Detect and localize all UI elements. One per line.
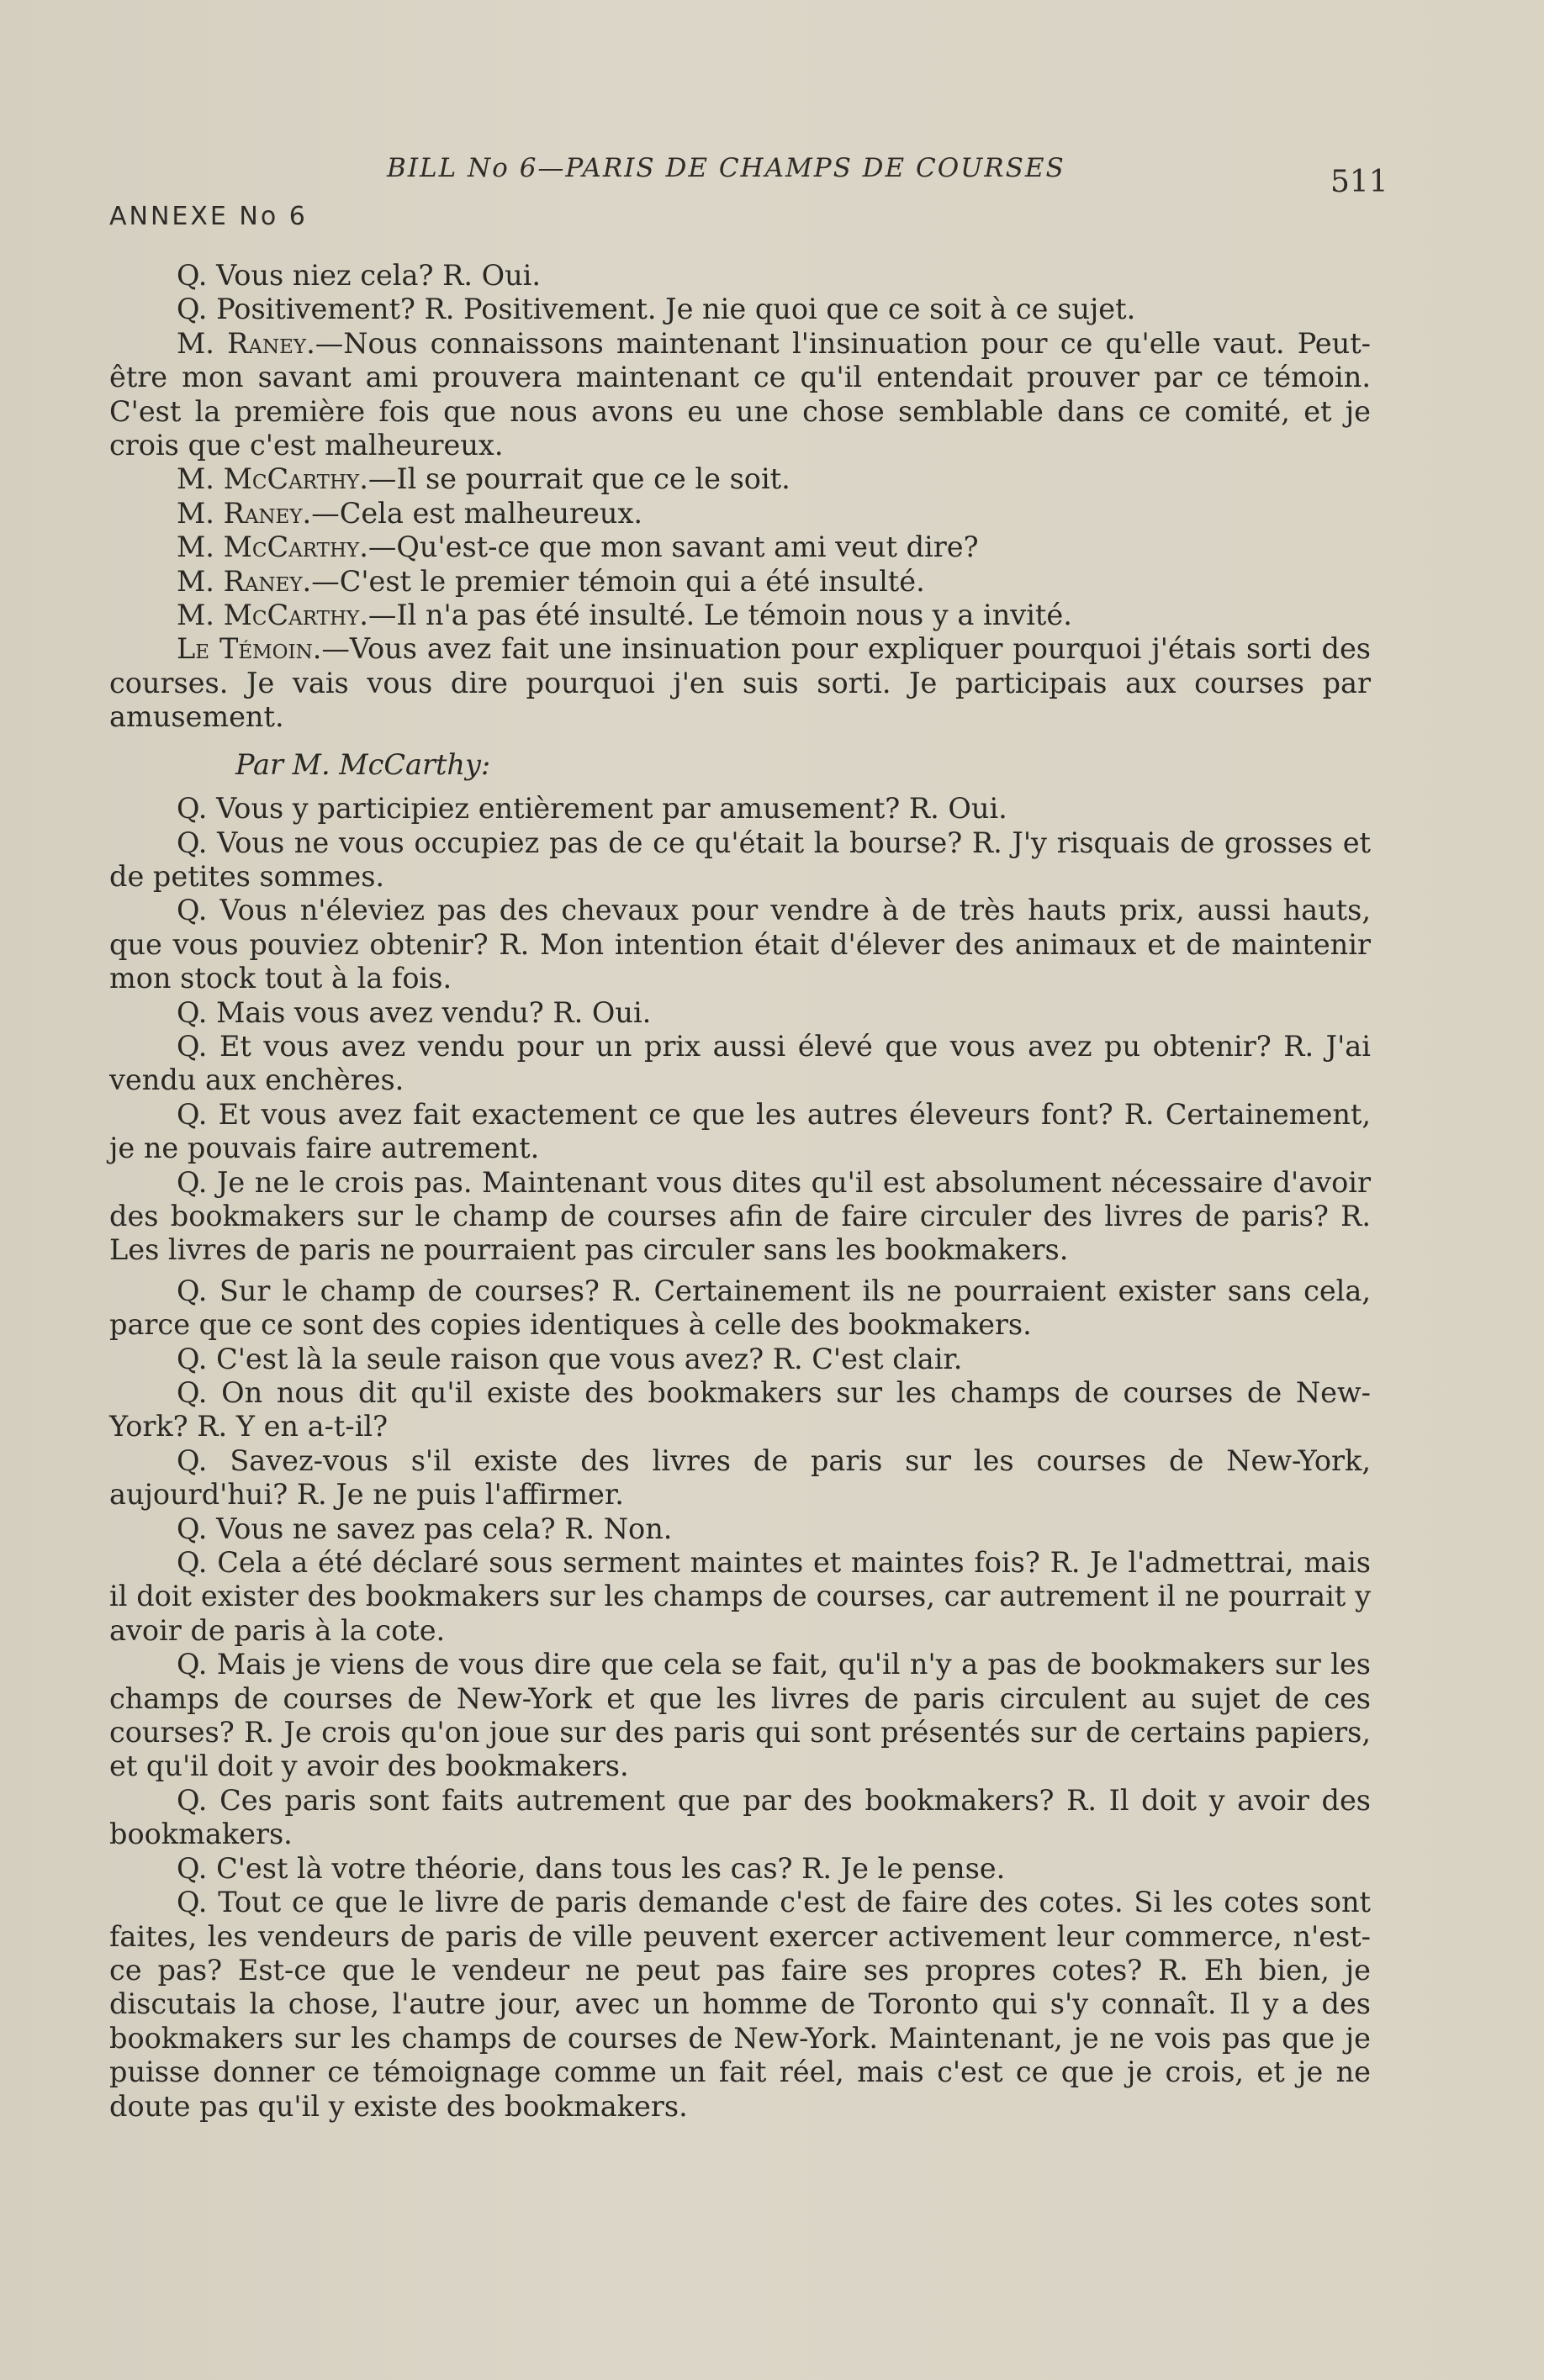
paragraph: Q. Et vous avez vendu pour un prix aussi élevé que vous avez pu obtenir? R. J'ai vendu aux enchères.	[109, 1029, 1371, 1097]
paragraph: Q. Savez-vous s'il existe des livres de paris sur les courses de New-York, aujourd'hui? R. Je ne puis l'affirmer.	[109, 1443, 1371, 1512]
paragraph: Q. Sur le champ de courses? R. Certainement ils ne pourraient exister sans cela, parce que ce sont des copies identiques à celle des bookmakers.	[109, 1274, 1371, 1342]
paragraph	[109, 565, 1371, 599]
speaker: Le Témoin.	[177, 632, 322, 666]
paragraph	[109, 530, 1371, 564]
paragraph	[109, 462, 1371, 496]
annex-label: ANNEXE No 6	[109, 202, 308, 231]
paragraph	[109, 632, 1371, 734]
speech: —C'est le premier témoin qui a été insulté.	[311, 564, 925, 598]
speech: —Il n'a pas été insulté. Le témoin nous y a invité.	[367, 599, 1072, 632]
paragraph: Q. Mais je viens de vous dire que cela se fait, qu'il n'y a pas de bookmakers sur les champs de courses de New-York et que les livres de paris circulent au sujet de ces courses? R. Je crois qu'on joue sur des paris qui sont présentés sur de certains papiers, et qu'il doit y avoir des bookmakers.	[109, 1648, 1371, 1783]
speaker: M. Raney.	[177, 496, 312, 530]
paragraph: Q. Tout ce que le livre de paris demande c'est de faire des cotes. Si les cotes sont faites, les vendeurs de paris de ville peuvent exercer activement leur commerce, n'est-ce pas? Est-ce que le vendeur ne peut pas faire ses propres cotes? R. Eh bien, je discutais la chose, l'autre jour, avec un homme de Toronto qui s'y connaît. Il y a des bookmakers sur les champs de courses de New-York. Maintenant, je ne vois pas que je puisse donner ce témoignage comme un fait réel, mais c'est ce que je crois, et je ne doute pas qu'il y existe des bookmakers.	[109, 1886, 1371, 2123]
paragraph: Q. Vous n'éleviez pas des chevaux pour vendre à de très hauts prix, aussi hauts, que vous pouviez obtenir? R. Mon intention était d'élever des animaux et de maintenir mon stock tout à la fois.	[109, 894, 1371, 995]
paragraph	[109, 497, 1371, 530]
speaker: M. Raney.	[177, 326, 315, 360]
paragraph: Q. Cela a été déclaré sous serment maintes et maintes fois? R. Je l'admettrai, mais il doit exister des bookmakers sur les champs de courses, car autrement il ne pourrait y avoir de paris à la cote.	[109, 1546, 1371, 1647]
paragraph: Q. Ces paris sont faits autrement que par des bookmakers? R. Il doit y avoir des bookmakers.	[109, 1783, 1371, 1851]
body-text	[109, 259, 1371, 2124]
speaker: M. McCarthy.	[177, 599, 368, 632]
speech: —Nous connaissons maintenant l'insinuation pour ce qu'elle vaut. Peut-être mon savant ami prouvera maintenant ce qu'il entendait prouver par ce témoin. C'est la première fois que nous avons eu une chose semblable dans ce comité, et je crois que c'est malheureux.	[109, 326, 1371, 462]
section-heading: Par M. McCarthy:	[235, 747, 491, 781]
paragraph: Q. Et vous avez fait exactement ce que les autres éleveurs font? R. Certainement, je ne pouvais faire autrement.	[109, 1097, 1371, 1165]
paragraph: Q. Positivement? R. Positivement. Je nie quoi que ce soit à ce sujet.	[177, 293, 1136, 326]
paragraph: Q. C'est là votre théorie, dans tous les cas? R. Je le pense.	[177, 1851, 1006, 1885]
spacer	[109, 1268, 1371, 1274]
paragraph	[109, 327, 1371, 463]
speaker: M. McCarthy.	[177, 462, 368, 496]
running-head: BILL No 6—PARIS DE CHAMPS DE COURSES	[387, 153, 1065, 183]
paragraph: Q. Je ne le crois pas. Maintenant vous dites qu'il est absolument nécessaire d'avoir des bookmakers sur le champ de courses afin de faire circuler des livres de paris? R. Les livres de paris ne pourraient pas circuler sans les bookmakers.	[109, 1165, 1371, 1267]
speech: —Vous avez fait une insinuation pour expliquer pourquoi j'étais sorti des courses. Je vais vous dire pourquoi j'en suis sorti. Je participais aux courses par amusement.	[109, 632, 1371, 734]
speech: —Qu'est-ce que mon savant ami veut dire?	[367, 530, 979, 564]
paragraph	[109, 599, 1371, 632]
speaker: M. Raney.	[177, 564, 312, 598]
paragraph: Q. Vous niez cela? R. Oui.	[177, 259, 542, 292]
paragraph: Q. C'est là la seule raison que vous avez? R. C'est clair.	[177, 1342, 963, 1375]
speech: —Cela est malheureux.	[311, 496, 642, 530]
paragraph: Q. Vous y participiez entièrement par amusement? R. Oui.	[177, 792, 1007, 826]
paragraph: Q. Mais vous avez vendu? R. Oui.	[177, 995, 652, 1029]
speaker: M. McCarthy.	[177, 530, 368, 564]
paragraph: Q. Vous ne savez pas cela? R. Non.	[177, 1512, 673, 1545]
paragraph: Q. On nous dit qu'il existe des bookmakers sur les champs de courses de New-York? R. Y en a-t-il?	[109, 1376, 1371, 1443]
speech: —Il se pourrait que ce le soit.	[367, 462, 791, 496]
page-number: 511	[1330, 165, 1388, 199]
paragraph: Q. Vous ne vous occupiez pas de ce qu'était la bourse? R. J'y risquais de grosses et de petites sommes.	[109, 826, 1371, 893]
